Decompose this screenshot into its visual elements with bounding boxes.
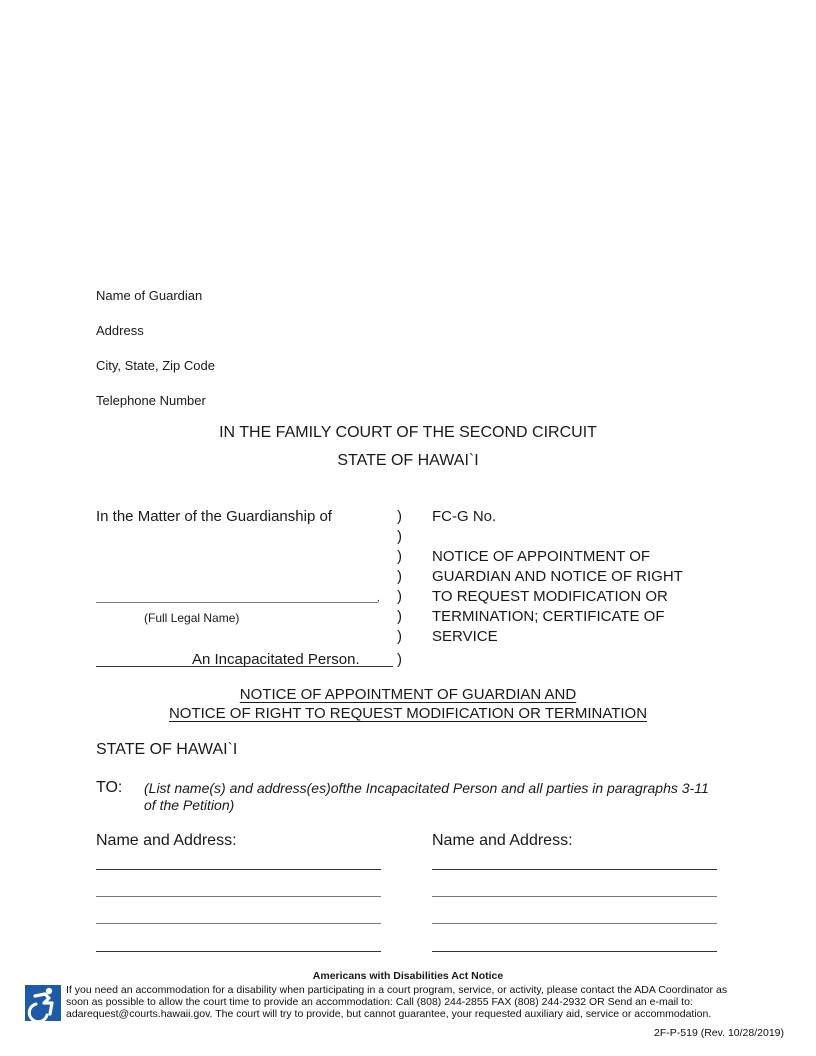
ada-notice-line1: If you need an accommodation for a disability when participating in a court program, service, or activity, please contact the ADA Coordinator as <box>66 984 728 996</box>
ada-notice-title: Americans with Disabilities Act Notice <box>312 970 504 982</box>
caption-paren: ) <box>397 628 402 645</box>
caption-paren: ) <box>397 568 402 585</box>
ada-notice-line2: soon as possible to allow the court time to provide an accommodation: Call (808) 244-2855 FAX (808) 244-2932 OR Send an e-mail to: <box>66 996 693 1008</box>
right-address-line[interactable] <box>432 869 717 870</box>
notice-state-label: STATE OF HAWAI`I <box>96 741 238 758</box>
form-number: 2F-P-519 (Rev. 10/28/2019) <box>654 1027 784 1039</box>
case-number-label: FC-G No. <box>432 508 497 525</box>
guardian-city-state-zip-label: City, State, Zip Code <box>96 358 215 373</box>
document-title-line: TERMINATION; CERTIFICATE OF <box>432 608 665 625</box>
left-address-line[interactable] <box>96 951 381 952</box>
guardian-telephone-label: Telephone Number <box>96 393 206 408</box>
notice-title-line2: NOTICE OF RIGHT TO REQUEST MODIFICATION OR TERMINATION <box>168 705 648 722</box>
right-address-line[interactable] <box>432 923 717 924</box>
court-state-heading: STATE OF HAWAI`I <box>337 452 479 469</box>
accessibility-wheelchair-icon <box>25 985 61 1021</box>
notice-title-line1: NOTICE OF APPOINTMENT OF GUARDIAN AND <box>239 686 577 703</box>
matter-label: In the Matter of the Guardianship of <box>96 508 332 525</box>
court-name-heading: IN THE FAMILY COURT OF THE SECOND CIRCUIT <box>219 424 597 441</box>
full-legal-name-label: (Full Legal Name) <box>144 611 240 625</box>
name-comma: , <box>377 593 380 604</box>
right-address-line[interactable] <box>432 951 717 952</box>
caption-paren: ) <box>397 608 402 625</box>
caption-paren: ) <box>397 528 402 545</box>
document-title-line: TO REQUEST MODIFICATION OR <box>432 588 668 605</box>
caption-paren: ) <box>397 508 402 525</box>
to-instruction-line1: (List name(s) and address(es)ofthe Incapacitated Person and all parties in paragraphs 3-11 <box>144 780 709 796</box>
incapacitated-person-label: An Incapacitated Person. <box>192 651 360 668</box>
ada-notice-line3: adarequest@courts.hawaii.gov. The court will try to provide, but cannot guarantee, your requested auxiliary aid, service or accommodation. <box>66 1008 712 1020</box>
document-title-line: SERVICE <box>432 628 498 645</box>
document-title-line: NOTICE OF APPOINTMENT OF <box>432 548 651 565</box>
full-legal-name-line[interactable] <box>96 602 378 603</box>
left-address-line[interactable] <box>96 869 381 870</box>
left-name-address-label: Name and Address: <box>96 832 237 849</box>
left-address-line[interactable] <box>96 896 381 897</box>
document-title-line: GUARDIAN AND NOTICE OF RIGHT <box>432 568 683 585</box>
to-label: TO: <box>96 779 123 796</box>
left-address-line[interactable] <box>96 923 381 924</box>
caption-paren: ) <box>397 651 402 668</box>
to-instruction-line2: of the Petition) <box>144 797 235 813</box>
guardian-name-label: Name of Guardian <box>96 288 203 303</box>
right-name-address-label: Name and Address: <box>432 832 573 849</box>
guardian-address-label: Address <box>96 323 144 338</box>
caption-paren: ) <box>397 548 402 565</box>
caption-paren: ) <box>397 588 402 605</box>
right-address-line[interactable] <box>432 896 717 897</box>
